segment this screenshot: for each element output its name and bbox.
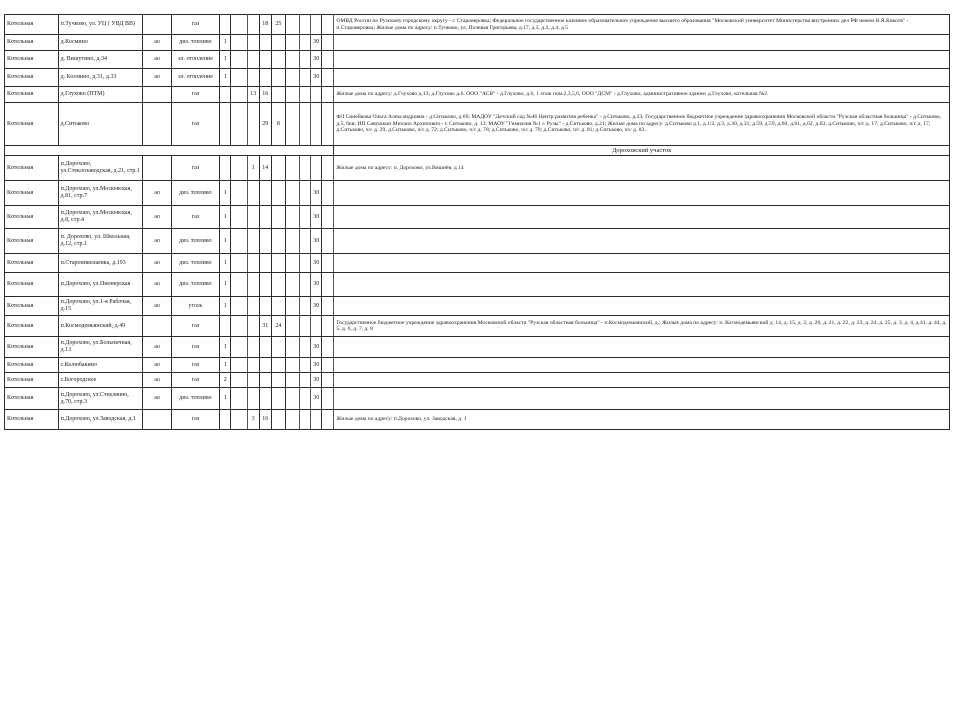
empty-cell	[300, 156, 311, 181]
table-row	[5, 103, 950, 146]
fuel-cell: эл. отопление	[171, 69, 220, 87]
empty-cell	[231, 297, 247, 316]
consumers-cell	[334, 35, 950, 51]
number-cell: 16	[259, 410, 271, 430]
empty-cell	[285, 297, 299, 316]
number-cell	[271, 358, 285, 373]
number-cell: 13	[247, 87, 259, 103]
count-cell: 1	[220, 51, 231, 69]
days-cell	[311, 156, 322, 181]
empty-cell	[300, 181, 311, 206]
address-cell: д. Космино, д.31, д.33	[58, 69, 143, 87]
table-row	[5, 358, 950, 373]
table-row	[5, 388, 950, 410]
number-cell	[259, 229, 271, 254]
empty-cell	[322, 337, 334, 358]
number-cell	[259, 181, 271, 206]
consumers-cell: Жилые дома по адресу: д.Глухово д.13; д.Глухово д.6. ООО "АСВ" - д.Глухово, д.6, 1 этаж пом.2,3,5,6, ООО "ДСМ" - д.Глухово, административное здание; д.Глухово, котельная №2.	[334, 87, 950, 103]
empty-cell	[285, 373, 299, 388]
consumers-cell	[334, 181, 950, 206]
number-cell	[271, 254, 285, 273]
facility-type-cell: Котельная	[5, 51, 59, 69]
owner-cell: ао	[143, 229, 171, 254]
empty-cell	[322, 229, 334, 254]
count-cell: 1	[220, 388, 231, 410]
owner-cell: ао	[143, 337, 171, 358]
days-cell: 30	[311, 51, 322, 69]
empty-cell	[300, 316, 311, 337]
days-cell: 30	[311, 229, 322, 254]
empty-cell	[285, 229, 299, 254]
facility-type-cell: Котельная	[5, 297, 59, 316]
table-row	[5, 297, 950, 316]
empty-cell	[300, 297, 311, 316]
empty-cell	[322, 410, 334, 430]
empty-cell	[300, 273, 311, 297]
days-cell: 30	[311, 358, 322, 373]
table-row	[5, 410, 950, 430]
consumers-cell	[334, 297, 950, 316]
number-cell	[259, 337, 271, 358]
number-cell: 18	[259, 15, 271, 35]
consumers-cell	[334, 388, 950, 410]
empty-cell	[231, 358, 247, 373]
number-cell: 31	[259, 316, 271, 337]
consumers-cell: Государственное бюджетное учреждение здравоохранения Московской области "Рузская областная больница" - п.Космодемьянский, д.; Жилые дома по адресу: п. Космодемьянский д. 14, д. 15, д. 2, д. 20, д. 21, д. 22, д. 23, д. 24, д. 25, д. 3, д. 4, д.41, д. 44, д. 5, д. 6, д. 7, д. 8	[334, 316, 950, 337]
empty-cell	[300, 337, 311, 358]
empty-cell	[300, 35, 311, 51]
consumers-cell	[334, 337, 950, 358]
empty-cell	[231, 410, 247, 430]
empty-cell	[231, 229, 247, 254]
empty-cell	[322, 35, 334, 51]
count-cell	[220, 103, 231, 146]
empty-cell	[231, 35, 247, 51]
empty-cell	[322, 206, 334, 229]
address-cell: д.Ситьково	[58, 103, 143, 146]
address-cell: с.Богородское	[58, 373, 143, 388]
owner-cell	[143, 87, 171, 103]
empty-cell	[231, 181, 247, 206]
empty-cell	[231, 51, 247, 69]
number-cell	[271, 87, 285, 103]
number-cell: 1	[247, 156, 259, 181]
days-cell	[311, 410, 322, 430]
owner-cell	[143, 15, 171, 35]
table-row	[5, 229, 950, 254]
consumers-cell: Жилые дома по адресу: п.Дорохово, ул. Заводская, д. 1	[334, 410, 950, 430]
days-cell	[311, 103, 322, 146]
fuel-cell: газ	[171, 103, 220, 146]
facility-type-cell: Котельная	[5, 15, 59, 35]
table-row	[5, 35, 950, 51]
consumers-cell	[334, 373, 950, 388]
facility-type-cell: Котельная	[5, 373, 59, 388]
facility-type-cell: Котельная	[5, 337, 59, 358]
empty-cell	[231, 87, 247, 103]
number-cell	[259, 388, 271, 410]
fuel-cell: газ	[171, 156, 220, 181]
address-cell: п.Дорохово, ул.Стеклянно, д.70, стр.3	[58, 388, 143, 410]
days-cell	[311, 87, 322, 103]
facility-type-cell: Котельная	[5, 35, 59, 51]
count-cell: 1	[220, 206, 231, 229]
empty-cell	[285, 103, 299, 146]
owner-cell	[143, 103, 171, 146]
number-cell	[259, 373, 271, 388]
empty-cell	[285, 358, 299, 373]
days-cell: 30	[311, 35, 322, 51]
days-cell: 30	[311, 297, 322, 316]
empty-cell	[285, 156, 299, 181]
empty-cell	[322, 373, 334, 388]
facility-type-cell: Котельная	[5, 103, 59, 146]
count-cell: 1	[220, 358, 231, 373]
number-cell	[247, 206, 259, 229]
days-cell: 30	[311, 337, 322, 358]
empty-cell	[231, 316, 247, 337]
count-cell: 1	[220, 254, 231, 273]
empty-cell	[231, 273, 247, 297]
address-cell: д.Космино	[58, 35, 143, 51]
table-row	[5, 206, 950, 229]
number-cell	[271, 388, 285, 410]
owner-cell: ао	[143, 297, 171, 316]
empty-cell	[231, 156, 247, 181]
empty-cell	[322, 273, 334, 297]
table-row	[5, 15, 950, 35]
empty-cell	[285, 410, 299, 430]
fuel-cell: газ	[171, 410, 220, 430]
empty-cell	[285, 181, 299, 206]
number-cell	[247, 229, 259, 254]
owner-cell: ао	[143, 69, 171, 87]
facility-type-cell: Котельная	[5, 316, 59, 337]
count-cell: 1	[220, 69, 231, 87]
number-cell	[271, 297, 285, 316]
fuel-cell: диз. топливо	[171, 273, 220, 297]
empty-cell	[300, 69, 311, 87]
empty-cell	[231, 69, 247, 87]
days-cell	[311, 316, 322, 337]
number-cell	[259, 69, 271, 87]
days-cell	[311, 15, 322, 35]
number-cell	[247, 316, 259, 337]
days-cell: 30	[311, 206, 322, 229]
table-row	[5, 156, 950, 181]
number-cell: 16	[259, 87, 271, 103]
fuel-cell: диз. топливо	[171, 229, 220, 254]
empty-cell	[285, 337, 299, 358]
owner-cell: ао	[143, 254, 171, 273]
number-cell: 24	[271, 316, 285, 337]
number-cell	[271, 35, 285, 51]
fuel-cell: газ	[171, 316, 220, 337]
days-cell: 30	[311, 388, 322, 410]
fuel-cell: уголь	[171, 297, 220, 316]
number-cell	[259, 35, 271, 51]
empty-cell	[231, 206, 247, 229]
number-cell: 25	[271, 15, 285, 35]
empty-cell	[322, 297, 334, 316]
count-cell: 1	[220, 273, 231, 297]
number-cell	[247, 181, 259, 206]
owner-cell: ао	[143, 206, 171, 229]
number-cell	[247, 15, 259, 35]
owner-cell: ао	[143, 51, 171, 69]
number-cell: 14	[259, 156, 271, 181]
table-row	[5, 254, 950, 273]
owner-cell: ао	[143, 358, 171, 373]
empty-cell	[285, 51, 299, 69]
fuel-cell: диз. топливо	[171, 388, 220, 410]
empty-cell	[322, 156, 334, 181]
fuel-cell: газ	[171, 337, 220, 358]
number-cell	[271, 337, 285, 358]
table-row	[5, 87, 950, 103]
number-cell	[271, 69, 285, 87]
number-cell	[271, 229, 285, 254]
empty-cell	[231, 15, 247, 35]
consumers-cell	[334, 229, 950, 254]
number-cell	[271, 206, 285, 229]
fuel-cell: газ	[171, 373, 220, 388]
empty-cell	[300, 373, 311, 388]
count-cell: 1	[220, 35, 231, 51]
table-row	[5, 273, 950, 297]
section-title: Дороховский участок	[334, 146, 950, 156]
number-cell: 3	[247, 410, 259, 430]
fuel-cell: газ	[171, 358, 220, 373]
days-cell: 30	[311, 373, 322, 388]
number-cell	[271, 410, 285, 430]
table-row	[5, 69, 950, 87]
number-cell	[247, 337, 259, 358]
table-row	[5, 181, 950, 206]
consumers-cell	[334, 69, 950, 87]
count-cell: 2	[220, 373, 231, 388]
days-cell: 30	[311, 254, 322, 273]
facility-type-cell: Котельная	[5, 254, 59, 273]
empty-cell	[322, 254, 334, 273]
section-spacer	[5, 146, 334, 156]
empty-cell	[231, 388, 247, 410]
number-cell	[259, 297, 271, 316]
fuel-cell: газ	[171, 206, 220, 229]
table-row	[5, 316, 950, 337]
fuel-cell: газ	[171, 87, 220, 103]
owner-cell: ао	[143, 273, 171, 297]
empty-cell	[285, 273, 299, 297]
empty-cell	[285, 206, 299, 229]
number-cell	[259, 51, 271, 69]
empty-cell	[322, 388, 334, 410]
owner-cell	[143, 156, 171, 181]
empty-cell	[300, 51, 311, 69]
empty-cell	[300, 254, 311, 273]
number-cell	[247, 297, 259, 316]
number-cell	[247, 373, 259, 388]
section-row	[5, 146, 950, 156]
address-cell: д. Вишутино, д.34	[58, 51, 143, 69]
number-cell: 29	[259, 103, 271, 146]
address-cell: п.Дорохово, ул.Больничная, д.13	[58, 337, 143, 358]
table-row	[5, 51, 950, 69]
number-cell	[259, 273, 271, 297]
count-cell	[220, 410, 231, 430]
address-cell: с.Колюбакино	[58, 358, 143, 373]
owner-cell: ао	[143, 388, 171, 410]
consumers-cell	[334, 254, 950, 273]
number-cell	[271, 51, 285, 69]
consumers-cell	[334, 358, 950, 373]
empty-cell	[322, 181, 334, 206]
consumers-cell	[334, 206, 950, 229]
empty-cell	[300, 103, 311, 146]
count-cell	[220, 156, 231, 181]
empty-cell	[322, 358, 334, 373]
empty-cell	[231, 254, 247, 273]
empty-cell	[322, 69, 334, 87]
count-cell: 1	[220, 181, 231, 206]
empty-cell	[285, 254, 299, 273]
number-cell	[271, 156, 285, 181]
number-cell	[247, 358, 259, 373]
consumers-cell	[334, 273, 950, 297]
number-cell	[247, 254, 259, 273]
empty-cell	[231, 373, 247, 388]
days-cell: 30	[311, 69, 322, 87]
number-cell	[247, 35, 259, 51]
empty-cell	[285, 316, 299, 337]
empty-cell	[322, 316, 334, 337]
empty-cell	[231, 337, 247, 358]
empty-cell	[285, 35, 299, 51]
empty-cell	[285, 69, 299, 87]
address-cell: д.Глухово (ПТМ)	[58, 87, 143, 103]
owner-cell	[143, 410, 171, 430]
facility-type-cell: Котельная	[5, 410, 59, 430]
number-cell: 8	[271, 103, 285, 146]
address-cell: п.Дорохово, ул.Московская, д.8, стр.4	[58, 206, 143, 229]
owner-cell: ао	[143, 35, 171, 51]
fuel-cell: эл. отопление	[171, 51, 220, 69]
consumers-cell: Жилые дома по адресу: п. Дорохово, ул.Вишнёв, д.14	[334, 156, 950, 181]
days-cell: 30	[311, 273, 322, 297]
consumers-cell: ОМВД России по Рузскому городскому округу - г. Староверовка; Федеральное государственное казенное образовательное учреждение высшего образования "Московский университет Министерства внутренних дел РФ имени В.Я.Кикотя" - п.Староверовка; Жилые дома по адресу: п.Тучково, ул. Полевая Григорьева, д.17, д.3, д.2, д.4, д.5	[334, 15, 950, 35]
owner-cell: ао	[143, 373, 171, 388]
owner-cell	[143, 316, 171, 337]
fuel-cell: диз. топливо	[171, 35, 220, 51]
facility-type-cell: Котельная	[5, 229, 59, 254]
facility-type-cell: Котельная	[5, 206, 59, 229]
empty-cell	[300, 388, 311, 410]
empty-cell	[300, 229, 311, 254]
facility-type-cell: Котельная	[5, 273, 59, 297]
days-cell: 30	[311, 181, 322, 206]
number-cell	[271, 273, 285, 297]
facility-type-cell: Котельная	[5, 69, 59, 87]
document-sheet	[4, 14, 950, 430]
number-cell	[259, 206, 271, 229]
count-cell: 1	[220, 229, 231, 254]
address-cell: п.Дорохово, ул.Пионерская	[58, 273, 143, 297]
table-row	[5, 337, 950, 358]
empty-cell	[300, 410, 311, 430]
number-cell	[247, 69, 259, 87]
empty-cell	[285, 15, 299, 35]
address-cell: п.Старониколаевка, д.193	[58, 254, 143, 273]
empty-cell	[300, 206, 311, 229]
address-cell: п. Дорохово, ул. Школьная, д.12, стр.1	[58, 229, 143, 254]
address-cell: п.Дорохово, ул.Московская, д.81, стр.7	[58, 181, 143, 206]
consumers-cell	[334, 51, 950, 69]
number-cell	[259, 254, 271, 273]
heating-schedule-table	[4, 14, 950, 430]
count-cell: 1	[220, 337, 231, 358]
table-row	[5, 373, 950, 388]
facility-type-cell: Котельная	[5, 358, 59, 373]
empty-cell	[300, 87, 311, 103]
number-cell	[271, 373, 285, 388]
number-cell	[247, 273, 259, 297]
fuel-cell: диз. топливо	[171, 254, 220, 273]
number-cell	[247, 388, 259, 410]
empty-cell	[322, 15, 334, 35]
owner-cell: ао	[143, 181, 171, 206]
empty-cell	[300, 358, 311, 373]
count-cell	[220, 15, 231, 35]
number-cell	[271, 181, 285, 206]
empty-cell	[285, 87, 299, 103]
address-cell: п.Тучково, ул. УЦ ( УВД ВВ)	[58, 15, 143, 35]
facility-type-cell: Котельная	[5, 156, 59, 181]
address-cell: п.Дорохово, ул.Стеклозаводская, д.21, стр.1	[58, 156, 143, 181]
fuel-cell: газ	[171, 15, 220, 35]
facility-type-cell: Котельная	[5, 181, 59, 206]
empty-cell	[322, 103, 334, 146]
consumers-cell: ФЛ Синейкова Ольга Александровна - д.Ситьково, д.69; МАДОУ "Детский сад №46 Центр развития ребенка" - д.Ситьково, д.23; Государственное бюджетное учреждение здравоохранения Московской области "Рузская областная больница" - д.Ситьково, д.5, 6кв; ИП Савушкин Михаил Архипович - г. Ситьково, д. 13; МАОУ "Гимназия №1 г. Рузы" - д.Ситьково, д.21; Жилые дома по адресу: д.Ситьково д.1, д.1/2, д.3, д.30, д.31, д.59, д.59, д.60, д.61, д.62, д.63; д.Ситьково, ч/с д. 17; д.Ситьково, ч/с д. 17; д.Ситьково, ч/с д. 29, д.Ситьково, ч/с д. 72; д.Ситьково, ч/с д. 78; д.Ситьково, ч/с д. 79; д.Ситьково, ч/с д. 81; д.Ситьково, ч/с д. 83.	[334, 103, 950, 146]
number-cell	[247, 103, 259, 146]
number-cell	[259, 358, 271, 373]
empty-cell	[322, 87, 334, 103]
address-cell: п.Космодемьянский, д.49	[58, 316, 143, 337]
address-cell: п.Дорохово, ул.1-я Рабочая, д.15	[58, 297, 143, 316]
count-cell: 1	[220, 297, 231, 316]
count-cell	[220, 87, 231, 103]
count-cell	[220, 316, 231, 337]
empty-cell	[285, 388, 299, 410]
facility-type-cell: Котельная	[5, 388, 59, 410]
facility-type-cell: Котельная	[5, 87, 59, 103]
empty-cell	[231, 103, 247, 146]
number-cell	[247, 51, 259, 69]
empty-cell	[322, 51, 334, 69]
address-cell: п.Дорохово, ул.Заводская, д.1	[58, 410, 143, 430]
fuel-cell: диз. топливо	[171, 181, 220, 206]
empty-cell	[300, 15, 311, 35]
